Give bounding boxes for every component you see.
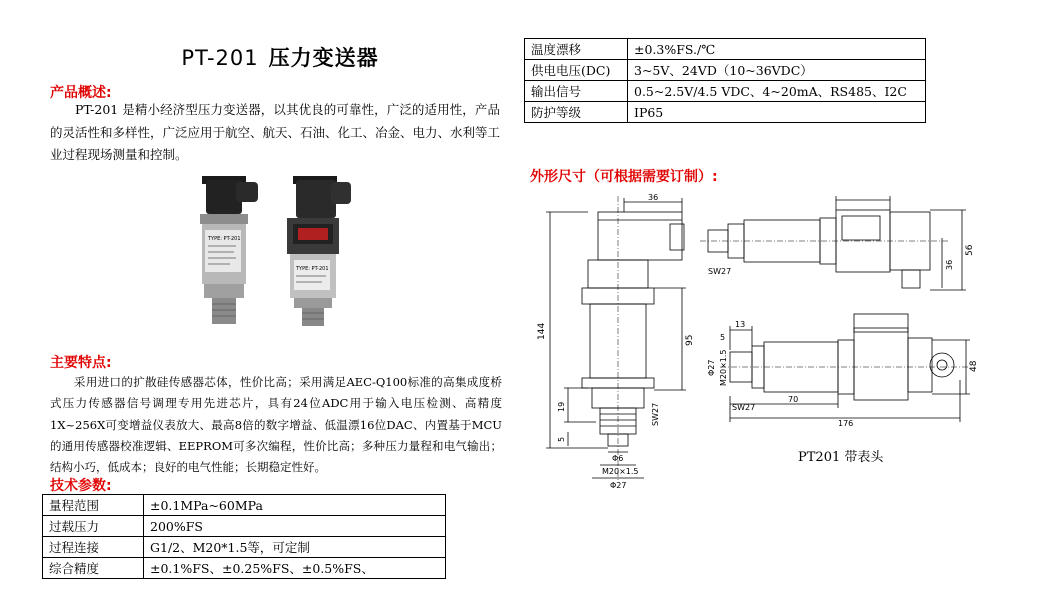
horizontal-sensor-drawing-top — [700, 196, 966, 290]
dim-sw27-a: SW27 — [651, 402, 660, 426]
vertical-sensor-drawing — [546, 196, 686, 480]
dim-36b: 36 — [945, 259, 954, 270]
param-value: ±0.1MPa~60MPa — [144, 495, 446, 516]
dim-m20b: M20×1.5 — [719, 349, 728, 386]
dim-sw27-b: SW27 — [708, 267, 732, 276]
product-photo — [190, 170, 360, 332]
dim-5: 5 — [557, 436, 566, 442]
params-table-left — [42, 494, 446, 579]
table-row — [525, 39, 926, 60]
param-value: IP65 — [628, 102, 926, 123]
param-value: 0.5~2.5V/4.5 VDC、4~20mA、RS485、I2C — [628, 81, 926, 102]
param-value: 200%FS — [144, 516, 446, 537]
params-heading: 技术参数: — [50, 478, 112, 494]
sensor-left — [200, 176, 258, 324]
table-row — [43, 516, 446, 537]
param-value: G1/2、M20*1.5等，可定制 — [144, 537, 446, 558]
table-row — [525, 102, 926, 123]
dim-144: 144 — [537, 322, 547, 340]
param-label: 输出信号 — [525, 81, 628, 102]
dim-phi27b: Φ27 — [707, 359, 716, 376]
dim-13: 13 — [735, 320, 746, 329]
dim-70: 70 — [788, 395, 799, 404]
dim-m20: M20×1.5 — [602, 467, 639, 476]
dim-176: 176 — [838, 419, 854, 428]
param-label: 过程连接 — [43, 537, 144, 558]
param-value: 3~5V、24VD（10~36VDC） — [628, 60, 926, 81]
dimensions-heading: 外形尺寸（可根据需要订制）: — [530, 169, 718, 185]
dim-56: 56 — [965, 244, 975, 256]
dimension-drawing — [530, 190, 979, 490]
param-label: 综合精度 — [43, 558, 144, 579]
param-value: ±0.3%FS./℃ — [628, 39, 926, 60]
dim-5b: 5 — [720, 333, 726, 342]
dim-48: 48 — [969, 360, 979, 372]
param-label: 过载压力 — [43, 516, 144, 537]
dim-95: 95 — [685, 334, 695, 346]
photo-left-label: TYPE: PT-201 — [208, 236, 241, 242]
dim-phi6: Φ6 — [612, 454, 624, 463]
param-label: 防护等级 — [525, 102, 628, 123]
param-label: 供电电压(DC) — [525, 60, 628, 81]
dim-19: 19 — [557, 401, 566, 412]
overview-text: PT-201 是精小经济型压力变送器，以其优良的可靠性，广泛的适用性，产品的灵活性和多样性，广泛应用于航空、航天、石油、化工、冶金、电力、水利等工业过程现场测量和控制。 — [50, 102, 501, 162]
dim-phi27: Φ27 — [610, 481, 627, 490]
title-name: 压力变送器 — [268, 45, 379, 70]
horizontal-sensor-drawing-bottom — [720, 314, 970, 422]
params-table-right — [524, 38, 926, 123]
param-value: ±0.1%FS、±0.25%FS、±0.5%FS、 — [144, 558, 446, 579]
table-row — [525, 81, 926, 102]
table-row — [43, 558, 446, 579]
param-label: 量程范围 — [43, 495, 144, 516]
table-row — [43, 495, 446, 516]
page-title — [130, 42, 430, 72]
param-label: 温度漂移 — [525, 39, 628, 60]
table-row — [525, 60, 926, 81]
features-heading: 主要特点: — [50, 355, 112, 371]
features-text: 采用进口的扩散硅传感器芯体，性价比高；采用满足AEC-Q100标准的高集成度桥式压力传感器信号调理专用先进芯片，具有24位ADC用于输入电压检测、高精度1X~256X可变增益仪表放大、最高8倍的数字增益、低温漂16位DAC、内置基于MCU的通用传感器校准逻辑、EEPROM可多次编程，性价比高；多种压力量程和电气输出；结构小巧，低成本；良好的电气性能；长期稳定性好。 — [50, 375, 502, 475]
dim-36: 36 — [648, 193, 659, 202]
photo-right-label: TYPE: PT-201 — [296, 266, 329, 272]
dim-sw27-c: SW27 — [732, 403, 756, 412]
drawing-caption: PT201 带表头 — [798, 450, 884, 465]
table-row — [43, 537, 446, 558]
sensor-right-with-display — [287, 176, 351, 326]
overview-heading: 产品概述: — [50, 85, 112, 101]
title-model: PT-201 — [181, 46, 259, 70]
